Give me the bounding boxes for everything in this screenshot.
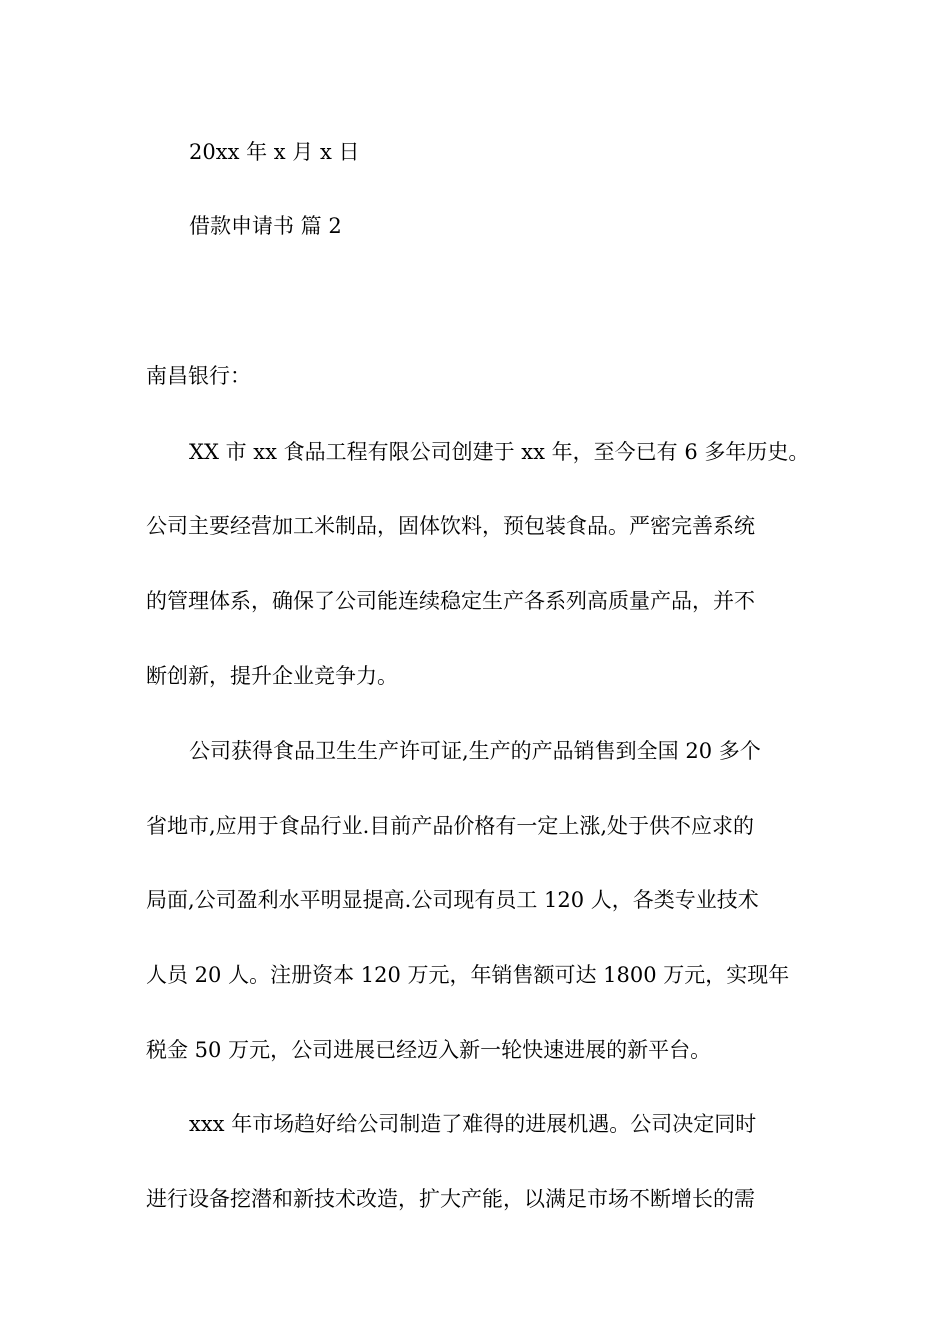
paragraph-2-line-3: 局面,公司盈利水平明显提高.公司现有员工 120 人，各类专业技术 [146,888,759,912]
date-line: 20xx 年 x 月 x 日 [189,140,360,164]
paragraph-1-line-3: 的管理体系，确保了公司能连续稳定生产各系列高质量产品，并不 [146,589,755,613]
paragraph-3-line-1: xxx 年市场趋好给公司制造了难得的进展机遇。公司决定同时 [189,1112,757,1136]
document-heading: 借款申请书 篇 2 [189,214,342,238]
paragraph-2-line-5: 税金 50 万元，公司进展已经迈入新一轮快速进展的新平台。 [146,1038,712,1062]
paragraph-2-line-1: 公司获得食品卫生生产许可证,生产的产品销售到全国 20 多个 [189,739,761,763]
salutation: 南昌银行： [146,364,251,388]
paragraph-2-line-4: 人员 20 人。注册资本 120 万元，年销售额可达 1800 万元，实现年 [146,963,790,987]
paragraph-2-line-2: 省地市,应用于食品行业.目前产品价格有一定上涨,处于供不应求的 [146,814,755,838]
paragraph-1-line-2: 公司主要经营加工米制品，固体饮料，预包装食品。严密完善系统 [146,514,755,538]
paragraph-1-line-1: XX 市 xx 食品工程有限公司创建于 xx 年，至今已有 6 多年历史。 [189,440,810,464]
paragraph-3-line-2: 进行设备挖潜和新技术改造，扩大产能，以满足市场不断增长的需 [146,1187,755,1211]
paragraph-1-line-4: 断创新，提升企业竞争力。 [146,664,398,688]
